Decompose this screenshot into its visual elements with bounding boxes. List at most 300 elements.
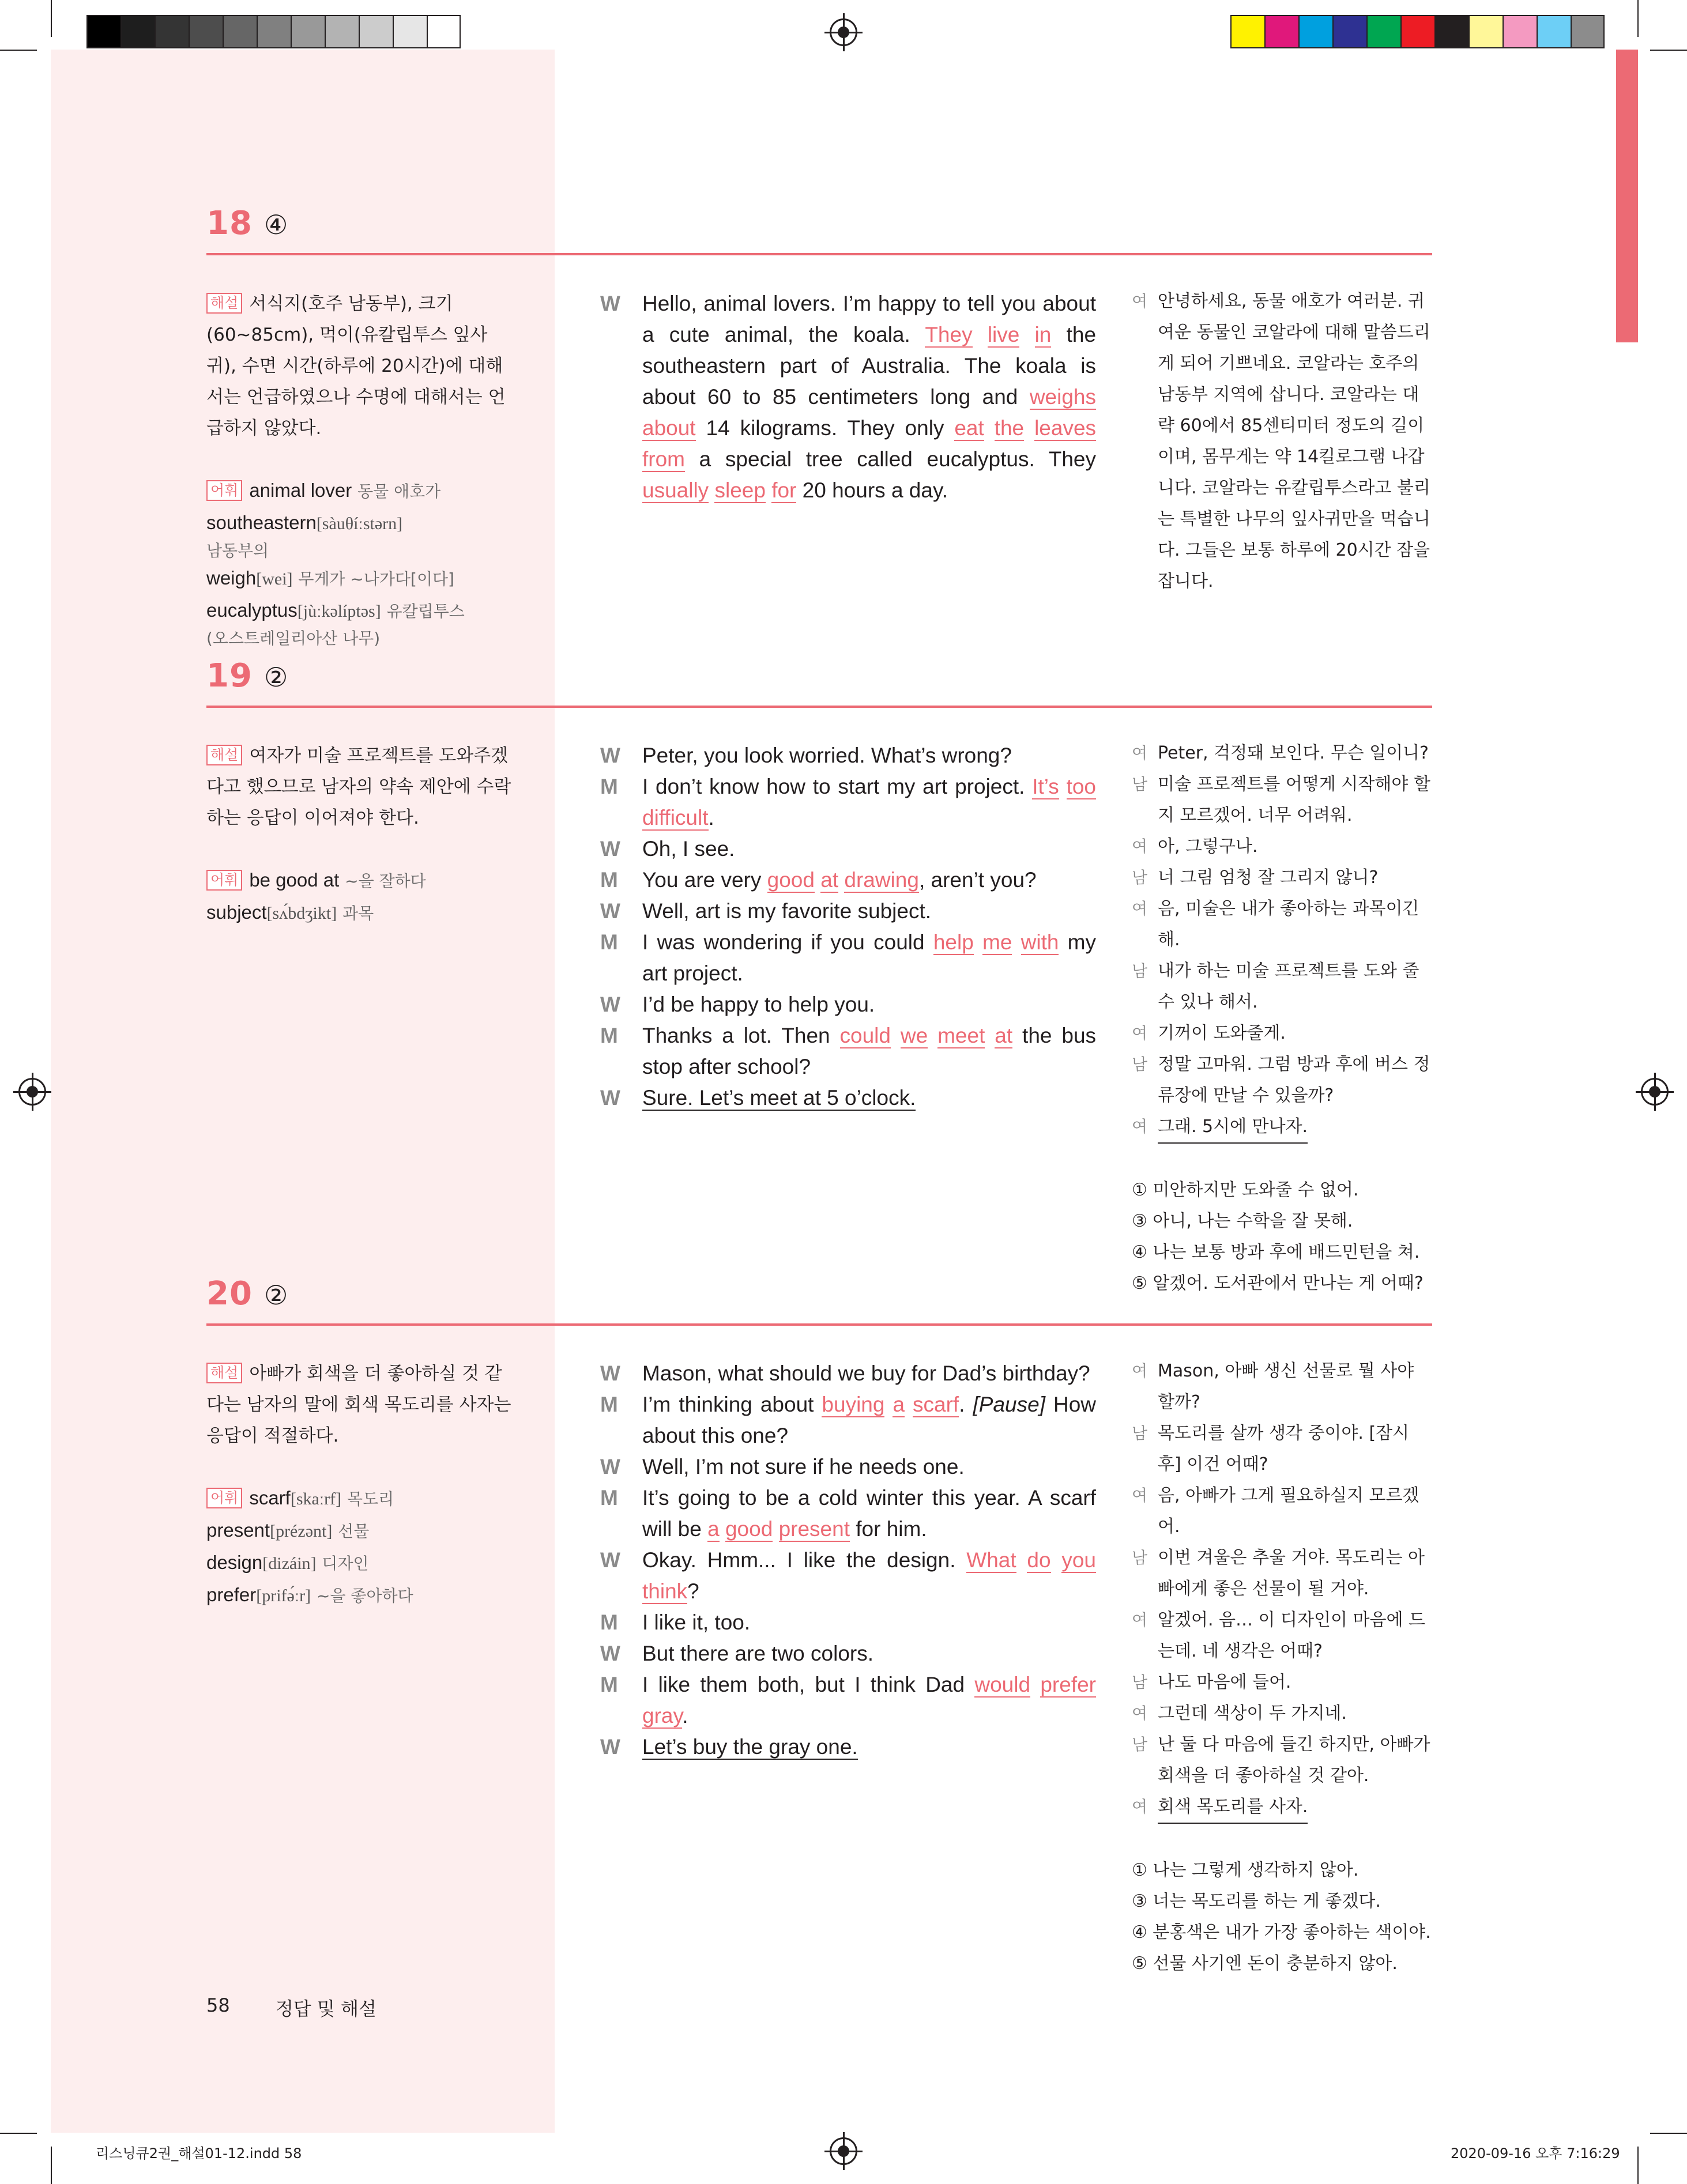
translation-text: 난 둘 다 마음에 들긴 하지만, 아빠가 회색을 더 좋아하실 것 같아.: [1158, 1734, 1430, 1786]
dialogue-fragment: .: [682, 1704, 688, 1727]
blank-answer: a: [707, 1517, 720, 1541]
crop-mark: [51, 2147, 52, 2184]
translation: [1132, 286, 1432, 597]
dialogue-line: [600, 1082, 1096, 1114]
dialogue-fragment: my art project.: [642, 930, 1097, 985]
answer-option: ① 미안하지만 도와줄 수 없어.: [1132, 1180, 1359, 1200]
vocab-word: scarf: [249, 1487, 291, 1508]
dialogue-line: [600, 1669, 1096, 1732]
vocab-word: animal lover: [249, 480, 352, 501]
dialogue-fragment: [1012, 930, 1021, 954]
dialogue-fragment: for him.: [849, 1517, 927, 1541]
crop-mark: [51, 0, 52, 37]
translation-text: 음, 아빠가 그게 필요하실지 모르겠어.: [1158, 1485, 1419, 1537]
color-swatch: [1230, 15, 1264, 48]
blank-answer: at: [820, 868, 839, 892]
dialogue-fragment: [985, 1024, 995, 1047]
color-swatch: [1332, 15, 1366, 48]
speaker-label: W: [600, 1642, 620, 1665]
dialogue-fragment: [1016, 1548, 1027, 1572]
explanation-tag: 해설: [206, 1363, 242, 1383]
blank-answer: meet: [937, 1024, 985, 1047]
speaker-label: W: [600, 1548, 620, 1572]
speaker-label-ko: 남: [1132, 1673, 1148, 1692]
vocab-meaning: 무게가 ~나가다[이다]: [298, 569, 454, 589]
translation-text: Peter, 걱정돼 보인다. 무슨 일이니?: [1158, 743, 1429, 763]
translation-text: 회색 목도리를 사자.: [1158, 1791, 1308, 1824]
vocab-item: [206, 1483, 529, 1515]
translation-text: 음, 미술은 내가 좋아하는 과목이긴 해.: [1158, 899, 1419, 950]
dialogue-text: [642, 1358, 1096, 1389]
speaker-label: W: [600, 993, 620, 1016]
crop-mark: [1637, 0, 1639, 37]
speaker-label-ko: 여: [1132, 1117, 1148, 1136]
dialogue-line: [600, 989, 1096, 1020]
speaker-label: W: [600, 837, 620, 861]
color-swatch: [1571, 15, 1605, 48]
translation-line: [1132, 769, 1432, 831]
dialogue-line: [600, 740, 1096, 771]
answer-option: ④ 분홍색은 내가 가장 좋아하는 색이야.: [1132, 1922, 1431, 1942]
slug-filename: 리스닝큐2권_해설01-12.indd 58: [96, 2145, 302, 2162]
vocab-word: eucalyptus: [206, 599, 298, 621]
dialogue-line: [600, 927, 1096, 989]
gray-swatch: [120, 15, 155, 48]
translation-line: [1132, 1698, 1432, 1729]
blank-answer: eat: [954, 416, 984, 440]
dialogue-text: [642, 1483, 1096, 1545]
speaker-label: M: [600, 868, 618, 892]
explanation-tag: 해설: [206, 745, 242, 765]
vocab-meaning: 디자인: [322, 1554, 369, 1573]
translation-line: [1132, 1542, 1432, 1605]
dialogue: [600, 1358, 1096, 1763]
blank-answer: do: [1027, 1548, 1051, 1572]
speaker-label: M: [600, 1393, 618, 1416]
speaker-label: W: [600, 292, 620, 315]
translation-text: 알겠어. 음… 이 디자인이 마음에 드는데. 네 생각은 어때?: [1158, 1610, 1425, 1661]
speaker-label-ko: 남: [1132, 961, 1148, 980]
speaker-label-ko: 남: [1132, 1735, 1148, 1754]
explanation-tag: 해설: [206, 293, 242, 314]
translation-line: [1132, 1049, 1432, 1111]
gray-swatch: [86, 15, 120, 48]
thumb-index-tab: [1616, 50, 1638, 342]
vocab-phonetic: [jùːkəlíptəs]: [297, 602, 381, 621]
blank-answer: weighs: [1029, 385, 1096, 409]
dialogue-fragment: [984, 416, 995, 440]
blank-answer: too: [1066, 775, 1097, 798]
blank-answer: at: [995, 1024, 1013, 1047]
vocabulary-tag: 어휘: [206, 480, 242, 501]
answer-option: ⑤ 선물 사기엔 돈이 충분하지 않아.: [1132, 1953, 1398, 1974]
dialogue-line: [600, 1483, 1096, 1545]
dialogue-text: [642, 1451, 1096, 1483]
translation-text: 그래. 5시에 만나자.: [1158, 1111, 1308, 1144]
speaker-label: W: [600, 744, 620, 767]
speaker-label-ko: 여: [1132, 292, 1148, 311]
vocab-word: prefer: [206, 1584, 257, 1605]
vocab-word: subject: [206, 901, 267, 923]
blank-answer: would: [974, 1673, 1031, 1696]
dialogue-line: [600, 1638, 1096, 1669]
vocab-item: [206, 475, 529, 507]
answer-option: ① 나는 그렇게 생각하지 않아.: [1132, 1860, 1359, 1880]
speaker-label-ko: 남: [1132, 1424, 1148, 1443]
dialogue-fragment: , aren’t you?: [918, 868, 1037, 892]
dialogue-line: [600, 288, 1096, 506]
speaker-label-ko: 여: [1132, 1486, 1148, 1505]
blank-answer: They: [925, 323, 973, 346]
translation-text: Mason, 아빠 생신 선물로 뭘 사야 할까?: [1158, 1361, 1414, 1412]
explanation: [206, 740, 512, 833]
dialogue-fragment: [891, 1024, 901, 1047]
vocab-meaning: 선물: [338, 1522, 370, 1541]
dialogue-line: [600, 1607, 1096, 1638]
gray-color-bar: [86, 15, 461, 48]
vocab-meaning: ~을 잘하다: [345, 872, 426, 891]
dialogue-line: [600, 896, 1096, 927]
vocab-note: 남동부의: [206, 541, 269, 560]
vocab-item: [206, 897, 529, 929]
vocab-item: [206, 1515, 529, 1547]
dialogue-fragment: You are very: [642, 868, 767, 892]
answer-choice: ②: [264, 1280, 288, 1311]
dialogue-fragment: [815, 868, 820, 892]
speaker-label: W: [600, 1455, 620, 1478]
options-list: [1132, 1175, 1432, 1299]
translation-line: [1132, 956, 1432, 1018]
translation-line: [1132, 1018, 1432, 1049]
translation-text: 목도리를 살까 생각 중이야. [잠시 후] 이건 어때?: [1158, 1423, 1410, 1474]
speaker-label-ko: 여: [1132, 837, 1148, 856]
blank-answer: help: [933, 930, 974, 954]
page-section-label: 정답 및 해설: [276, 1998, 376, 2020]
vocab-word: design: [206, 1552, 263, 1573]
dialogue-text: [642, 1638, 1096, 1669]
dialogue-text: [642, 896, 1096, 927]
blank-answer: we: [900, 1024, 928, 1047]
dialogue-text: [642, 989, 1096, 1020]
blank-answer: difficult: [642, 806, 709, 829]
answer-choice: ②: [264, 662, 288, 693]
dialogue-fragment: Well, art is my favorite subject.: [642, 899, 932, 923]
dialogue-fragment: [1051, 1548, 1062, 1572]
dialogue-text: [642, 1389, 1096, 1451]
slug-date: 2020-09-16 오후 7:16:29: [1451, 2145, 1620, 2162]
dialogue-line: [600, 1545, 1096, 1607]
dialogue: [600, 740, 1096, 1114]
translation-line: [1132, 1791, 1432, 1824]
translation-line: [1132, 1418, 1432, 1480]
color-swatch: [1468, 15, 1503, 48]
dialogue-text: [642, 927, 1096, 989]
vocab-meaning: 동물 애호가: [357, 482, 441, 501]
explanation: [206, 288, 512, 444]
speaker-label: W: [600, 1361, 620, 1385]
dialogue-fragment: a special tree called eucalyptus. They: [685, 447, 1096, 471]
speaker-label-ko: 여: [1132, 1704, 1148, 1723]
dialogue-fragment: [1059, 775, 1067, 798]
speaker-label-ko: 남: [1132, 868, 1148, 887]
dialogue-text: [642, 1669, 1096, 1732]
vocabulary-tag: 어휘: [206, 1488, 242, 1508]
blank-answer: about: [642, 416, 696, 440]
blank-answer: What: [966, 1548, 1016, 1572]
dialogue-fragment: Well, I’m not sure if he needs one.: [642, 1455, 965, 1478]
blank-answer: It’s: [1032, 775, 1059, 798]
page-number: 58: [206, 1994, 230, 2016]
translation-text: 너 그림 엄청 잘 그리지 않니?: [1158, 867, 1379, 888]
blank-answer: scarf: [913, 1393, 959, 1416]
options-list: [1132, 1855, 1432, 1979]
vocab-word: present: [206, 1519, 270, 1541]
dialogue-text: [642, 1607, 1096, 1638]
vocab-meaning: 과목: [342, 904, 374, 923]
blank-answer: good: [725, 1517, 773, 1541]
translation-line: [1132, 1729, 1432, 1791]
speaker-label: M: [600, 1486, 618, 1510]
blank-answer: sleep: [714, 478, 766, 502]
blank-answer: from: [642, 447, 685, 471]
dialogue: [600, 288, 1096, 506]
question-number: 19: [206, 657, 253, 695]
translation: [1132, 1356, 1432, 1979]
dialogue-fragment: [709, 478, 714, 502]
dialogue-fragment: I’d be happy to help you.: [642, 993, 875, 1016]
answer-sentence: Sure. Let’s meet at 5 o’clock.: [642, 1086, 916, 1110]
crop-mark: [1650, 50, 1687, 51]
dialogue-fragment: [720, 1517, 725, 1541]
speaker-label-ko: 여: [1132, 1610, 1148, 1629]
vocabulary-list: [206, 865, 529, 929]
translation-text: 그런데 색상이 두 가지네.: [1158, 1703, 1347, 1723]
vocab-phonetic: [prifə́ːr]: [256, 1586, 311, 1605]
dialogue-text: [642, 771, 1096, 833]
dialogue-fragment: [773, 1517, 778, 1541]
dialogue-fragment: It’s going to be a cold winter this year. A scarf will be: [642, 1486, 1096, 1541]
dialogue-fragment: I like them both, but I think Dad: [642, 1673, 975, 1696]
dialogue-fragment: I don’t know how to start my art project.: [642, 775, 1033, 798]
dialogue-fragment: Mason, what should we buy for Dad’s birthday?: [642, 1361, 1090, 1385]
speaker-label-ko: 여: [1132, 1797, 1148, 1816]
translation-line: [1132, 1605, 1432, 1667]
speaker-label-ko: 남: [1132, 775, 1148, 794]
translation-text: 안녕하세요, 동물 애호가 여러분. 귀여운 동물인 코알라에 대해 말씀드리게 되어 기쁘네요. 코알라는 호주의 남동부 지역에 삽니다. 코알라는 대략 60에서 85센티미터 정도의 길이이며, 몸무게는 약 14킬로그램 나갑니다. 코알라는 유칼립투스라고 불리는 특별한 나무의 잎사귀만을 먹습니다. 그들은 보통 하루에 20시간 잠을 잡니다.: [1158, 291, 1430, 591]
dialogue-fragment: [973, 323, 988, 346]
vocabulary-list: [206, 1483, 529, 1612]
color-swatch: [1537, 15, 1571, 48]
blank-answer: usually: [642, 478, 709, 502]
crop-mark: [1650, 2133, 1687, 2134]
crop-mark: [0, 2133, 37, 2134]
blank-answer: think: [642, 1579, 688, 1603]
speaker-label-ko: 여: [1132, 899, 1148, 918]
vocab-phonetic: [sʌ́bdʒikt]: [266, 904, 337, 923]
dialogue-fragment: [884, 1393, 893, 1416]
vocab-meaning: 목도리: [347, 1489, 394, 1508]
color-swatch: [1503, 15, 1537, 48]
dialogue-fragment: How about this one?: [642, 1393, 1096, 1447]
translation-line: [1132, 738, 1432, 769]
translation-text: 이번 겨울은 추울 거야. 목도리는 아빠에게 좋은 선물이 될 거야.: [1158, 1548, 1425, 1599]
question-number: 20: [206, 1275, 253, 1312]
explanation-text: 서식지(호주 남동부), 크기(60~85cm), 먹이(유칼립투스 잎사귀), 수면 시간(하루에 20시간)에 대해서는 언급하였으나 수명에 대해서는 언급하지 않았다.: [206, 293, 506, 439]
speaker-label-ko: 여: [1132, 1024, 1148, 1043]
speaker-label: M: [600, 1673, 618, 1696]
dialogue-text: [642, 833, 1096, 865]
answer-choice: ④: [264, 209, 288, 240]
blank-answer: live: [987, 323, 1020, 346]
registration-mark-bottom: [830, 2137, 857, 2165]
gray-swatch: [189, 15, 223, 48]
vocab-note: (오스트레일리아산 나무): [206, 629, 381, 648]
gray-swatch: [427, 15, 461, 48]
dialogue-fragment: [766, 478, 771, 502]
dialogue-fragment: [838, 868, 844, 892]
blank-answer: in: [1034, 323, 1052, 346]
dialogue-line: [600, 1732, 1096, 1763]
color-swatch: [1366, 15, 1400, 48]
speaker-label: W: [600, 1086, 620, 1110]
blank-answer: with: [1021, 930, 1059, 954]
blank-answer: good: [767, 868, 815, 892]
blank-answer: the: [994, 416, 1025, 440]
dialogue-fragment: I like it, too.: [642, 1610, 751, 1634]
translation-text: 미술 프로젝트를 어떻게 시작해야 할지 모르겠어. 너무 어려워.: [1158, 774, 1430, 825]
vocabulary-list: [206, 475, 529, 650]
vocab-item: [206, 865, 529, 897]
translation-line: [1132, 862, 1432, 893]
question-number: 18: [206, 205, 253, 242]
blank-answer: present: [778, 1517, 850, 1541]
vocab-phonetic: [prézənt]: [270, 1522, 333, 1541]
vocab-phonetic: [skaːrf]: [290, 1489, 342, 1508]
translation-line: [1132, 831, 1432, 862]
crop-mark: [1637, 2147, 1639, 2184]
blank-answer: drawing: [844, 868, 919, 892]
dialogue-text: [642, 740, 1096, 771]
vocab-item: [206, 563, 529, 595]
gray-swatch: [223, 15, 257, 48]
translation-text: 기꺼이 도와줄게.: [1158, 1023, 1286, 1043]
dialogue-text: [642, 288, 1096, 506]
explanation: [206, 1358, 512, 1451]
dialogue-text: [642, 1545, 1096, 1607]
dialogue-fragment: [905, 1393, 913, 1416]
dialogue-fragment: [Pause]: [973, 1393, 1045, 1416]
gray-swatch: [257, 15, 291, 48]
vocab-item: [206, 1547, 529, 1579]
speaker-label: W: [600, 899, 620, 923]
vocab-item: [206, 507, 529, 563]
registration-mark-right: [1641, 1078, 1669, 1106]
dialogue-text: [642, 1082, 1096, 1114]
answer-option: ⑤ 알겠어. 도서관에서 만나는 게 어때?: [1132, 1273, 1424, 1293]
translation-line: [1132, 1356, 1432, 1418]
vocab-meaning: 유칼립투스: [386, 602, 465, 621]
answer-option: ③ 너는 목도리를 하는 게 좋겠다.: [1132, 1891, 1381, 1911]
vocab-item: [206, 595, 529, 650]
translation: [1132, 738, 1432, 1299]
answer-option: ④ 나는 보통 방과 후에 배드민턴을 쳐.: [1132, 1242, 1420, 1262]
dialogue-text: [642, 1732, 1096, 1763]
blank-answer: prefer: [1040, 1673, 1096, 1696]
dialogue-text: [642, 865, 1096, 896]
registration-mark-left: [18, 1078, 46, 1106]
blank-answer: you: [1061, 1548, 1097, 1572]
dialogue-line: [600, 1451, 1096, 1483]
blank-answer: me: [982, 930, 1012, 954]
color-swatch: [1298, 15, 1332, 48]
registration-mark-top: [830, 18, 857, 46]
translation-text: 아, 그렇구나.: [1158, 836, 1258, 857]
dialogue-line: [600, 1020, 1096, 1082]
vocab-word: weigh: [206, 567, 257, 589]
dialogue-line: [600, 771, 1096, 833]
dialogue-fragment: [1024, 416, 1034, 440]
speaker-label-ko: 여: [1132, 1361, 1148, 1380]
color-swatch: [1264, 15, 1298, 48]
speaker-label: M: [600, 775, 618, 798]
speaker-label: M: [600, 930, 618, 954]
speaker-label-ko: 여: [1132, 744, 1148, 763]
dialogue-fragment: the bus stop after school?: [642, 1024, 1097, 1078]
dialogue-text: [642, 1020, 1096, 1082]
dialogue-line: [600, 1389, 1096, 1451]
answer-option: ③ 아니, 나는 수학을 잘 못해.: [1132, 1211, 1353, 1231]
translation-line: [1132, 286, 1432, 597]
dialogue-line: [600, 865, 1096, 896]
translation-line: [1132, 1667, 1432, 1698]
explanation-text: 아빠가 회색을 더 좋아하실 것 같다는 남자의 말에 회색 목도리를 사자는 응답이 적절하다.: [206, 1363, 511, 1446]
speaker-label: M: [600, 1610, 618, 1634]
dialogue-fragment: Oh, I see.: [642, 837, 735, 861]
dialogue-fragment: [1019, 323, 1034, 346]
color-swatch: [1434, 15, 1468, 48]
dialogue-fragment: 20 hours a day.: [796, 478, 948, 502]
section-rule: [206, 706, 1432, 708]
translation-text: 내가 하는 미술 프로젝트를 도와 줄 수 있나 해서.: [1158, 961, 1419, 1012]
vocab-meaning: ~을 좋아하다: [317, 1586, 413, 1605]
dialogue-fragment: I was wondering if you could: [642, 930, 933, 954]
dialogue-line: [600, 1358, 1096, 1389]
translation-text: 정말 고마워. 그럼 방과 후에 버스 정류장에 만날 수 있을까?: [1158, 1054, 1430, 1106]
dialogue-fragment: the southeastern part of Australia. The koala is about 60 to 85 centimeters long and: [642, 323, 1097, 409]
speaker-label: W: [600, 1735, 620, 1759]
blank-answer: could: [839, 1024, 891, 1047]
gray-swatch: [325, 15, 359, 48]
section-rule: [206, 1323, 1432, 1326]
vocab-phonetic: [sàuθíːstərn]: [316, 514, 403, 533]
translation-line: [1132, 1111, 1432, 1144]
blank-answer: a: [893, 1393, 905, 1416]
vocab-phonetic: [wei]: [256, 569, 293, 589]
dialogue-fragment: I’m thinking about: [642, 1393, 822, 1416]
translation-line: [1132, 1480, 1432, 1542]
color-swatch: [1400, 15, 1434, 48]
dialogue-fragment: 14 kilograms. They only: [695, 416, 955, 440]
dialogue-fragment: [928, 1024, 937, 1047]
vocab-word: be good at: [249, 869, 340, 891]
translation-text: 나도 마음에 들어.: [1158, 1672, 1291, 1692]
section-rule: [206, 253, 1432, 255]
gray-swatch: [393, 15, 427, 48]
dialogue-fragment: Hello, animal lovers. I’m happy to tell you about a cute animal, the koala.: [642, 292, 1096, 346]
dialogue-fragment: .: [959, 1393, 973, 1416]
gray-swatch: [359, 15, 393, 48]
speaker-label-ko: 남: [1132, 1548, 1148, 1567]
